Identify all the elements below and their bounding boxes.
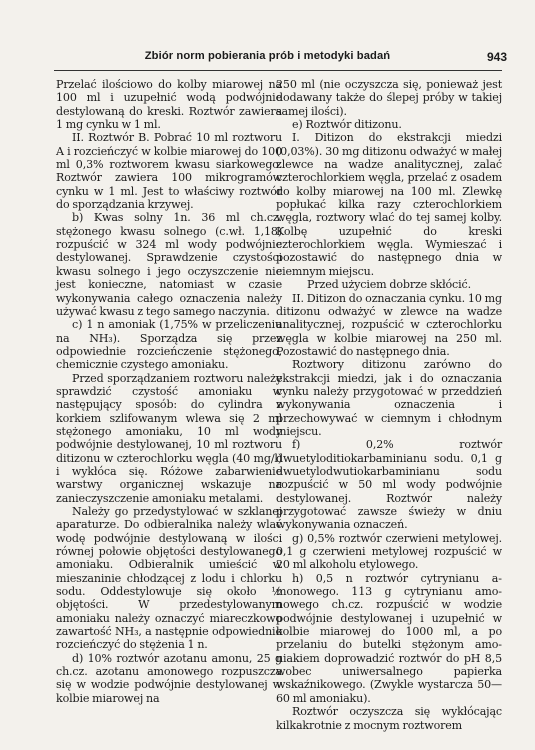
paragraph: Roztwory ditizonu zarówno do ekstrakcji miedzi, jak i do oznaczania cynku należy przygotować w przeddzień wykonywania oznaczenia i przechowywać w ciemnym i chłodnym miejscu. — [276, 358, 502, 438]
paragraph: Przed użyciem dobrze skłócić. — [307, 278, 471, 292]
paragraph: Roztwór oczyszcza się wykłócając kilkakrotnie z mocnym roztworem — [276, 705, 502, 732]
paragraph: II. Ditizon do oznaczania cynku. 10 mg ditizonu odważyć w zlewce na wadze analitycznej, rozpuścić w czterochlorku węgla w kolbie miarowej na 250 ml. Pozostawić do następnego dnia. — [276, 291, 502, 358]
paragraph: d) 10% roztwór azotanu amonu, 25 g ch.cz. azotanu amonowego rozpuszcza się w wodzie podwójnie destylowanej w kolbie miarowej na — [56, 651, 282, 705]
page-header-title: Zbiór norm pobierania prób i metodyki badań — [144, 50, 391, 62]
paragraph: Przelać ilościowo do kolby miarowej na 100 ml i uzupełnić wodą podwójnie destylowaną do kreski. Roztwór zawiera 1 mg cynku w 1 ml. — [56, 78, 282, 132]
paragraph: 250 ml (nie oczyszcza się, ponieważ jest dodawany także do ślepej próby w takiej samej ilości). — [276, 78, 502, 118]
right-column — [276, 78, 502, 732]
paragraph: II. Roztwór B. Pobrać 10 ml roztworu A i rozcieńczyć w kolbie miarowej do 100 ml 0,3% roztworem kwasu siarkowego. Roztwór zawiera 100 mikrogramów cynku w 1 ml. Jest to właściwy roztwór do sporządzania krzywej. — [56, 131, 282, 212]
header-rule — [54, 70, 502, 71]
paragraph: h) 0,5 n roztwór cytrynianu amonowego. 113 g cytrynianu amonowego ch.cz. rozpuścić w wodzie podwójnie destylowanej i uzupełnić w kolbie miarowej do 1000 ml, a po przelaniu do butelki stężonym amoniakiem doprowadzić roztwór do pH 8,5 wobec uniwersalnego papierka wskaźnikowego. (Zwykle wystarcza 50—60 ml amoniaku). — [276, 571, 502, 705]
paragraph: f) 0,2% roztwór dwuetyloditiokarbaminianu sodu. 0,1 g dwuetylodwutiokarbaminianu sodu rozpuścić w 50 ml wody podwójnie destylowanej. Roztwór należy przygotować zawsze świeży w dniu wykonywania oznaczeń. — [276, 438, 502, 532]
paragraph: g) 0,5% roztwór czerwieni metylowej. 0,1 g czerwieni metylowej rozpuścić w 20 ml alkoholu etylowego. — [276, 531, 502, 572]
paragraph: Należy go przedystylować w szklanej aparaturze. Do odbieralnika należy wlać wodę podwójnie destylowaną w ilości równej połowie objętości destylowanego amoniaku. Odbieralnik umieścić w mieszaninie chłodzącej z lodu i chlorku sodu. Oddestylowuje się około ½ objętości. W przedestylowanym amoniaku należy oznaczyć miareczkowo zawartość NH₃, a następnie odpowiednio rozcieńczyć do stężenia 1 n. — [56, 505, 282, 652]
running-header — [0, 50, 535, 66]
section-heading: e) Roztwór ditizonu. — [292, 118, 402, 132]
paragraph: Przed sporządzaniem roztworu należy sprawdzić czystość amoniaku w następujący sposób: do cylindra z korkiem szlifowanym wlewa się 2 ml stężonego amoniaku, 10 ml wody podwójnie destylowanej, 10 ml roztworu ditizonu w czterochlorku węgla (40 mg/l) i wykłóca się. Różowe zabarwienie warstwy organicznej wskazuje na zanieczyszczenie amoniaku metalami. — [56, 371, 282, 505]
paragraph: I. Ditizon do ekstrakcji miedzi (0,03%). 30 mg ditizonu odważyć w małej zlewce na wadze analitycznej, zalać czterochlorkiem węgla, przelać z osadem do kolby miarowej na 100 ml. Zlewkę popłukać kilka razy czterochlorkiem węgla, roztwory wlać do tej samej kolby. Kolbę uzupełnić do kreski czterochlorkiem węgla. Wymieszać i pozostawić do następnego dnia w ciemnym miejscu. — [276, 131, 502, 278]
left-column — [56, 78, 282, 705]
page-number: 943 — [486, 50, 507, 64]
paragraph: c) 1 n amoniak (1,75% w przeliczeniu na NH₃). Sporządza się przez odpowiednie rozcieńczenie stężonego, chemicznie czystego amoniaku. — [56, 318, 282, 372]
paragraph: b) Kwas solny 1n. 36 ml ch.cz. stężonego kwasu solnego (c.wł. 1,18) rozpuścić w 324 ml wody podwójnie destylowanej. Sprawdzenie czystości kwasu solnego i jego oczyszczenie nie jest konieczne, natomiast w czasie wykonywania całego oznaczenia należy używać kwasu z tego samego naczynia. — [56, 211, 282, 318]
